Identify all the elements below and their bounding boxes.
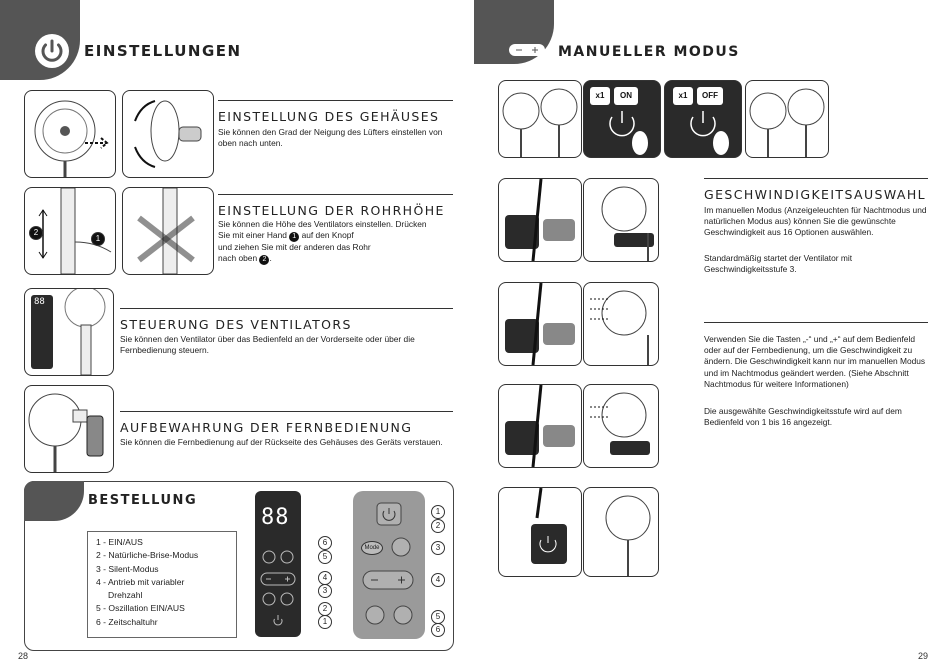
callout-5: 5 bbox=[318, 550, 332, 564]
panel-display: 88 bbox=[34, 297, 45, 307]
section-title-remote-storage: AUFBEWAHRUNG DER FERNBEDIENUNG bbox=[120, 411, 453, 435]
section-text-remote-storage: Sie können die Fernbedienung auf der Rückseite des Gehäuses des Geräts verstauen. bbox=[120, 437, 443, 447]
page-number-left: 28 bbox=[18, 651, 29, 661]
section-title-pipe: EINSTELLUNG DER ROHRHÖHE bbox=[218, 194, 453, 218]
marker-2: 2 bbox=[29, 226, 43, 240]
divider bbox=[704, 322, 928, 323]
callout-1: 1 bbox=[318, 615, 332, 629]
step-figure-1-fan bbox=[583, 178, 659, 262]
callout-5: 5 bbox=[431, 610, 445, 624]
fan-icon bbox=[25, 91, 115, 177]
step-figure-2-fan bbox=[583, 282, 659, 366]
marker-1: 1 bbox=[91, 232, 105, 246]
page-number-right: 29 bbox=[918, 651, 929, 661]
speed-section-title: GESCHWINDIGKEITSAUSWAHL bbox=[704, 178, 928, 202]
fan-figure-off bbox=[745, 80, 829, 158]
step-figure-4-panel bbox=[498, 487, 582, 577]
x1-label: x1 bbox=[590, 87, 610, 105]
keys-para-1: Verwenden Sie die Tasten „-“ und „+“ auf dem Bedienfeld oder auf der Fernbedienung, um die Geschwindigkeit zu ändern. Die Geschwindigkeit kann nur im manuellen Modus und im Nachtmodus geändert werden. (Siehe Abschnitt Nachtmodus für weitere Informationen) bbox=[704, 334, 926, 389]
step-figure-1-panel bbox=[498, 178, 582, 262]
legend-item: 1 - EIN/AUS bbox=[96, 537, 143, 547]
step-figure-4-fan bbox=[583, 487, 659, 577]
callout-2: 2 bbox=[431, 519, 445, 533]
section-title-housing: EINSTELLUNG DES GEHÄUSES bbox=[218, 100, 453, 124]
legend-item: 6 - Zeitschaltuhr bbox=[96, 616, 158, 627]
remote-storage-figure bbox=[24, 385, 114, 473]
callout-4: 4 bbox=[318, 571, 332, 585]
callout-3: 3 bbox=[318, 584, 332, 598]
callout-4: 4 bbox=[431, 573, 445, 587]
front-panel-display: 88 bbox=[261, 505, 290, 530]
legend-item: 3 - Silent-Modus bbox=[96, 563, 159, 574]
step-figure-3-panel bbox=[498, 384, 582, 468]
step-figure-3-fan bbox=[583, 384, 659, 468]
callout-1: 1 bbox=[431, 505, 445, 519]
speed-para-1: Im manuellen Modus (Anzeigeleuchten für Nachtmodus und natürlichen Modus aus) können Sie die gewünschte Geschwindigkeit aus 16 Optionen auswählen. bbox=[704, 205, 927, 238]
remote-icons bbox=[353, 491, 425, 639]
bestellung-legend bbox=[87, 531, 237, 638]
speed-para-2: Standardmäßig startet der Ventilator mit Geschwindigkeitsstufe 3. bbox=[704, 253, 853, 275]
legend-item: 5 - Oszillation EIN/AUS bbox=[96, 603, 185, 614]
bestellung-title: BESTELLUNG bbox=[88, 493, 198, 508]
remote-mode-label: Mode bbox=[361, 541, 383, 555]
section-title-control: STEUERUNG DES VENTILATORS bbox=[120, 308, 453, 332]
legend-item: Drehzahl bbox=[108, 590, 143, 601]
on-label: ON bbox=[614, 87, 638, 105]
minus-plus-icon bbox=[508, 43, 546, 57]
callout-3: 3 bbox=[431, 541, 445, 555]
section-text-control: Sie können den Ventilator über das Bedienfeld an der Vorderseite oder über die Fernbedienung steuern. bbox=[120, 334, 415, 356]
fan-tilt-figure-1 bbox=[24, 90, 116, 178]
pipe-height-figure-2 bbox=[122, 187, 214, 275]
callout-6: 6 bbox=[318, 536, 332, 550]
power-icon bbox=[34, 33, 70, 69]
off-label: OFF bbox=[697, 87, 723, 105]
legend-item: 4 - Antrieb mit variabler bbox=[96, 576, 185, 587]
pipe-height-figure-1 bbox=[24, 187, 116, 275]
callout-2: 2 bbox=[318, 602, 332, 616]
power-on-panel bbox=[583, 80, 661, 158]
section-text-housing: Sie können den Grad der Neigung des Lüfters einstellen von oben nach unten. bbox=[218, 127, 443, 149]
fan-figure-on bbox=[498, 80, 582, 158]
callout-6: 6 bbox=[431, 623, 445, 637]
legend-item: 2 - Natürliche-Brise-Modus bbox=[96, 550, 199, 561]
hand-icon bbox=[123, 91, 213, 177]
keys-para-2: Die ausgewählte Geschwindigkeitsstufe wird auf dem Bedienfeld von 1 bis 16 angezeigt. bbox=[704, 406, 902, 428]
inline-marker-1: 1 bbox=[289, 232, 299, 242]
inline-marker-2: 2 bbox=[259, 255, 269, 265]
section-text-pipe: Sie können die Höhe des Ventilators einstellen. Drücken Sie mit einer Hand 1 auf den Knopf und ziehen Sie mit der anderen das Rohr nach oben 2 . bbox=[218, 219, 427, 264]
fan-tilt-figure-2 bbox=[122, 90, 214, 178]
front-panel-icons bbox=[255, 491, 301, 637]
right-page-title: MANUELLER MODUS bbox=[558, 44, 740, 60]
x1-label: x1 bbox=[673, 87, 693, 105]
control-panel-figure bbox=[24, 288, 114, 376]
step-figure-2-panel bbox=[498, 282, 582, 366]
left-page-title: EINSTELLUNGEN bbox=[84, 42, 242, 60]
power-off-panel bbox=[664, 80, 742, 158]
